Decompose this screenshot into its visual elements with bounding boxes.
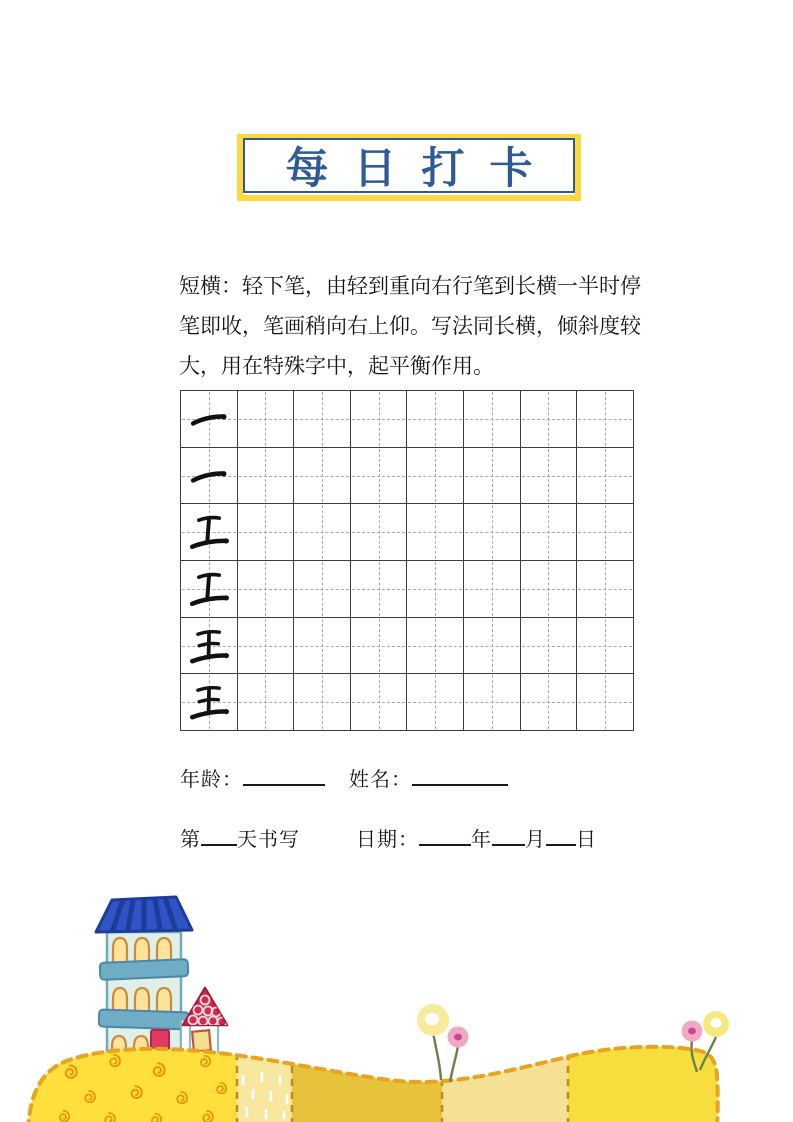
form-row-age-name [180,763,508,792]
practice-cell-empty [577,448,634,505]
practice-cell-empty [577,674,634,731]
description-line-1: 短横：轻下笔，由轻到重向右行笔到长横一半时停 [179,274,641,298]
age-blank-line [243,782,325,786]
practice-cell-empty [464,448,521,505]
footer-illustration [0,880,793,1122]
practice-cell-empty [577,504,634,561]
practice-cell-empty [294,618,351,675]
practice-character [184,563,234,613]
practice-cell-empty [464,391,521,448]
practice-cell-empty [351,504,408,561]
practice-cell-empty [238,391,295,448]
year-unit: 年 [471,829,492,851]
practice-cell-empty [294,448,351,505]
practice-cell-model [181,674,238,731]
practice-cell-model [181,561,238,618]
description-line-2: 笔即收，笔画稍向右上仰。写法同长横，倾斜度较 [179,314,641,338]
practice-cell-model [181,391,238,448]
practice-cell-empty [521,448,578,505]
practice-cell-empty [294,504,351,561]
practice-cell-model [181,504,238,561]
practice-grid [180,390,634,731]
practice-cell-empty [407,561,464,618]
date-label: 日期： [356,829,419,851]
practice-cell-empty [294,674,351,731]
practice-cell-empty [238,561,295,618]
name-blank-line [412,782,508,786]
practice-cell-empty [238,674,295,731]
practice-cell-empty [351,391,408,448]
practice-cell-model [181,618,238,675]
practice-cell-empty [407,448,464,505]
practice-cell-empty [464,674,521,731]
description-line-3: 大，用在特殊字中，起平衡作用。 [179,354,494,378]
practice-cell-empty [294,561,351,618]
age-label: 年龄： [180,769,243,791]
practice-cell-empty [407,618,464,675]
practice-character [184,506,234,556]
practice-cell-empty [464,561,521,618]
practice-cell-empty [407,504,464,561]
practice-cell-empty [577,618,634,675]
date-day-blank-line [546,842,576,846]
practice-character [184,676,234,726]
practice-cell-empty [521,618,578,675]
hill-illustration [20,1035,725,1122]
day-count-blank-line [201,842,237,846]
practice-cell-empty [521,504,578,561]
practice-cell-empty [577,391,634,448]
day-count-prefix: 第 [180,829,201,851]
practice-cell-empty [238,504,295,561]
stroke-description [179,266,659,386]
practice-cell-empty [521,674,578,731]
practice-character [184,450,234,500]
date-month-blank-line [492,842,525,846]
practice-cell-empty [351,674,408,731]
practice-cell-empty [351,561,408,618]
form-row-day-date [180,823,597,852]
practice-cell-model [181,448,238,505]
building-illustration [96,897,192,1063]
date-year-blank-line [419,842,471,846]
name-label: 姓名： [349,769,412,791]
day-unit: 日 [576,829,597,851]
title-box [237,134,581,201]
practice-cell-empty [238,448,295,505]
flower-pair-left [417,1004,469,1082]
practice-cell-empty [407,391,464,448]
day-count-suffix: 天书写 [237,829,300,851]
practice-cell-empty [521,561,578,618]
practice-cell-empty [238,618,295,675]
month-unit: 月 [525,829,546,851]
practice-cell-empty [294,391,351,448]
practice-cell-empty [351,448,408,505]
page-title: 每日打卡 [243,138,575,193]
practice-cell-empty [577,561,634,618]
practice-cell-empty [407,674,464,731]
practice-cell-empty [464,618,521,675]
roof-shape [96,897,192,932]
practice-character [184,620,234,670]
practice-character [184,393,234,443]
practice-cell-empty [464,504,521,561]
small-house-roof-shape [183,988,227,1027]
practice-cell-empty [351,618,408,675]
practice-cell-empty [521,391,578,448]
